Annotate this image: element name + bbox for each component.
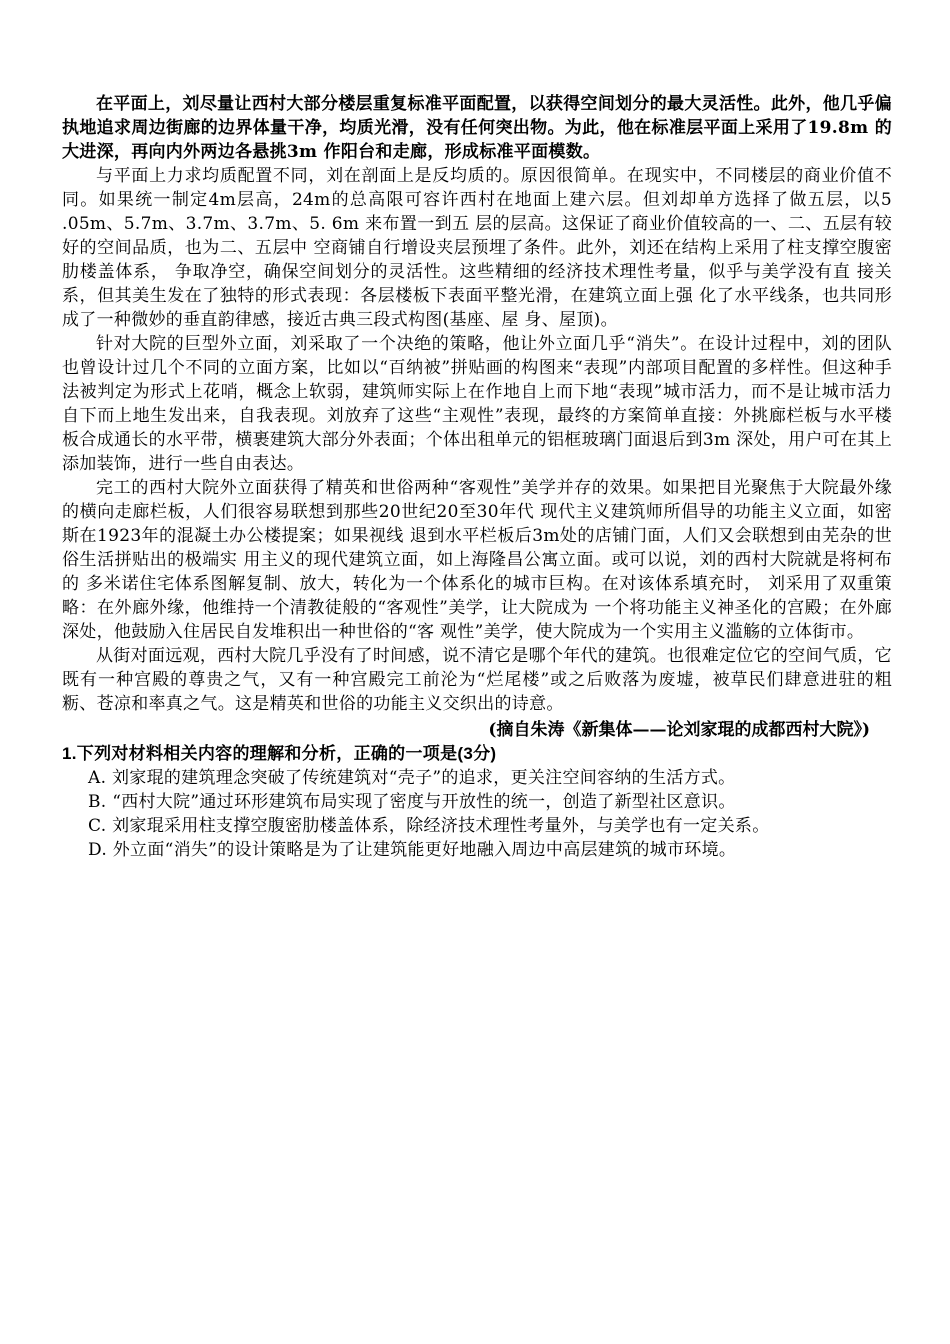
option-c: C. 刘家琨采用柱支撑空腹密肋楼盖体系，除经济技术理性考量外，与美学也有一定关系。 — [88, 816, 770, 836]
option-a: A. 刘家琨的建筑理念突破了传统建筑对“壳子”的追求，更关注空间容纳的生活方式。 — [88, 768, 736, 788]
option-b: B. “西村大院”通过环形建筑布局实现了密度与开放性的统一，创造了新型社区意识。 — [88, 792, 736, 812]
question-options — [62, 766, 892, 862]
article-paragraph-5: 从街对面远观，西村大院几乎没有了时间感，说不清它是哪个年代的建筑。也很难定位它的空间气质，它既有一种宫殿的尊贵之气，又有一种宫殿完工前沦为“烂尾楼”或之后败落为废墟，被草民们肆意进驻的粗粝、苍凉和率真之气。这是精英和世俗的功能主义交织出的诗意。 — [62, 646, 892, 714]
article-paragraph-4: 完工的西村大院外立面获得了精英和世俗两种“客观性”美学并存的效果。如果把目光聚焦于大院最外缘的横向走廊栏板，人们很容易联想到那些20世纪20至30年代 现代主义建筑师所倡导的功能主义立面，如密斯在1923年的混凝土办公楼提案；如果视线 退到水平栏板后3m处的店铺门面，人们又会联想到由芜杂的世俗生活拼贴出的极端实 用主义的现代建筑立面，如上海隆昌公寓立面。或可以说，刘的西村大院就是将柯布的 多米诺住宅体系图解复制、放大，转化为一个体系化的城市巨构。在对该体系填充时， 刘采用了双重策略：在外廊外缘，他维持一个清教徒般的“客观性”美学，让大院成为 一个将功能主义神圣化的宫殿；在外廊深处，他鼓励入住居民自发堆积出一种世俗的“客 观性”美学，使大院成为一个实用主义滥觞的立体街市。 — [62, 478, 892, 642]
article-paragraph-2: 与平面上力求均质配置不同，刘在剖面上是反均质的。原因很简单。在现实中，不同楼层的商业价值不同。如果统一制定4m层高，24m的总高限可容许西村在地面上建六层。但刘却单方选择了做五层，以5 .05m、5.7m、3.7m、3.7m、5. 6m 来布置一到五 层的层高。这保证了商业价值较高的一、二、五层有较好的空间品质，也为二、五层中 空商铺自行增设夹层预埋了条件。此外，刘还在结构上采用了柱支撑空腹密肋楼盖体系， 争取净空，确保空间划分的灵活性。这些精细的经济技术理性考量，似乎与美学没有直 接关系，但其美生发在了独特的形式表现：各层楼板下表面平整光滑，在建筑立面上强 化了水平线条，也共同形成了一种微妙的垂直韵律感，接近古典三段式构图(基座、屋 身、屋顶)。 — [62, 166, 892, 330]
article-paragraph-1: 在平面上，刘尽量让西村大部分楼层重复标准平面配置，以获得空间划分的最大灵活性。此外，他几乎偏执地追求周边街廊的边界体量干净，均质光滑，没有任何突出物。为此，他在标准层平面上采用了19.8m 的大进深，再向内外两边各悬挑3m 作阳台和走廊，形成标准平面模数。 — [62, 94, 892, 162]
question-stem: 1.下列对材料相关内容的理解和分析，正确的一项是(3分) — [62, 744, 497, 763]
article-paragraph-3: 针对大院的巨型外立面，刘采取了一个决绝的策略，他让外立面几乎“消失”。在设计过程中，刘的团队也曾设计过几个不同的立面方案，比如以“百纳被”拼贴画的构图来“表现”内部项目配置的多样性。但这种手法被判定为形式上花哨，概念上软弱，建筑师实际上在作地自上而下地“表现”城市活力，而不是让城市活力自下而上地生发出来，自我表现。刘放弃了这些“主观性”表现，最终的方案简单直接：外挑廊栏板与水平楼板合成通长的水平带，横裹建筑大部分外表面；个体出租单元的铝框玻璃门面退后到3m 深处，用户可在其上添加装饰，进行一些自由表达。 — [62, 334, 892, 474]
article-source-citation: (摘自朱涛《新集体——论刘家琨的成都西村大院》) — [488, 720, 870, 740]
document-page — [62, 92, 892, 862]
option-d: D. 外立面“消失”的设计策略是为了让建筑能更好地融入周边中高层建筑的城市环境。 — [88, 840, 737, 860]
